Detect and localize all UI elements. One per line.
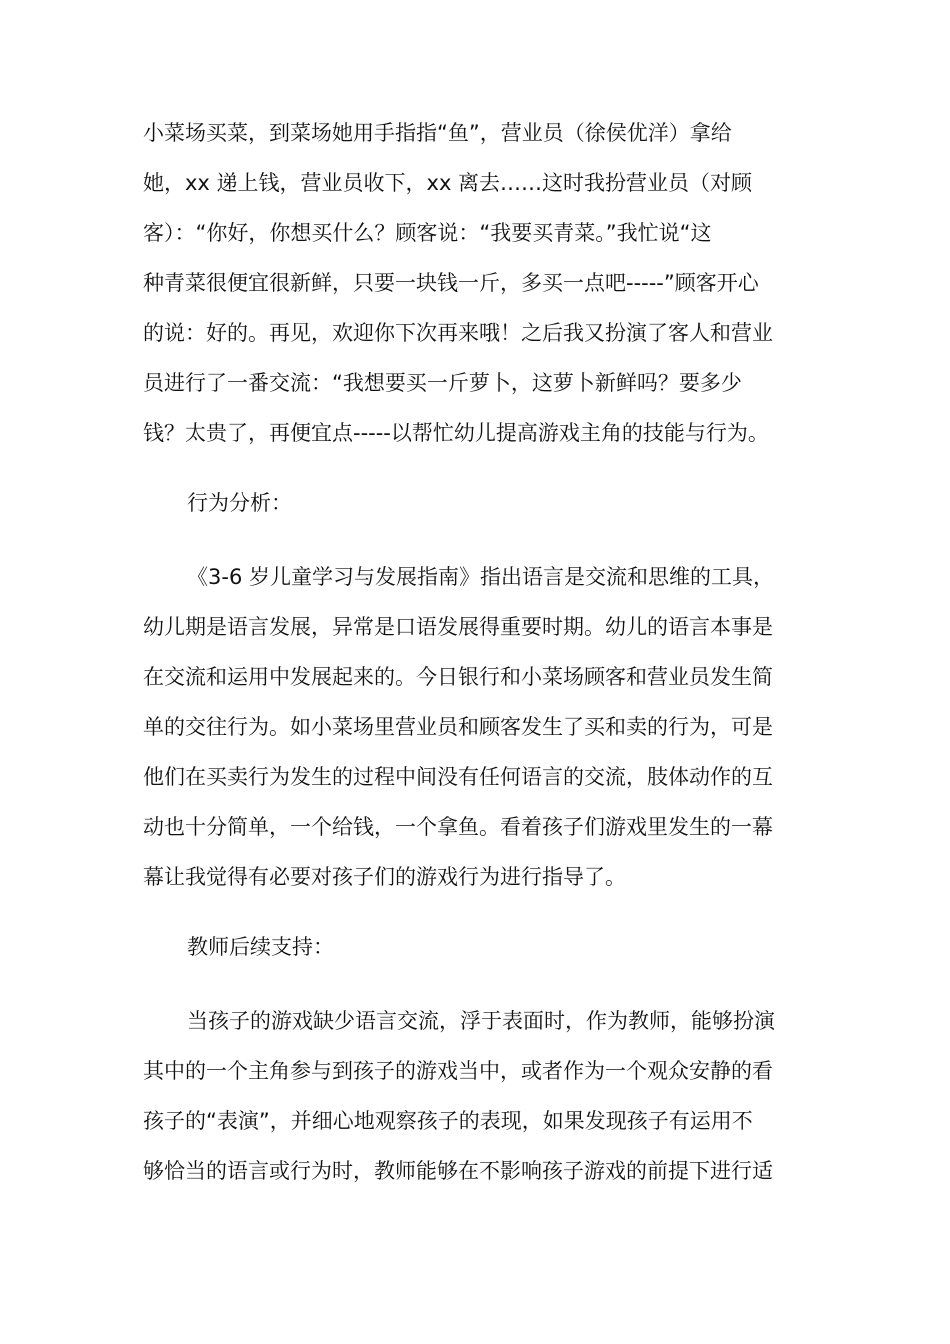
text-line: 在交流和运用中发展起来的。今日银行和小菜场顾客和营业员发生简 (143, 665, 773, 689)
text-line: 孩子的“表演”，并细心地观察孩子的表现，如果发现孩子有运用不 (143, 1109, 753, 1133)
section-heading: 教师后续支持： (187, 935, 334, 959)
text-line: 她，xx 递上钱，营业员收下，xx 离去……这时我扮营业员（对顾 (143, 171, 753, 195)
text-line: 幼儿期是语言发展，异常是口语发展得重要时期。幼儿的语言本事是 (143, 615, 773, 639)
section-heading-behavior-analysis (143, 478, 803, 528)
text-line: 种青菜很便宜很新鲜，只要一块钱一斤，多买一点吧-----”顾客开心 (143, 271, 759, 295)
text-line: 当孩子的游戏缺少语言交流，浮于表面时，作为教师，能够扮演 (187, 1009, 775, 1033)
text-line: 他们在买卖行为发生的过程中间没有任何语言的交流，肢体动作的互 (143, 765, 773, 789)
section-heading: 行为分析： (187, 491, 292, 515)
text-line: 幕让我觉得有必要对孩子们的游戏行为进行指导了。 (143, 865, 626, 889)
section-heading-teacher-support (143, 922, 803, 972)
text-line: 客）：“你好，你想买什么？顾客说：“我要买青菜。”我忙说“这 (143, 221, 712, 245)
text-line: 《3-6 岁儿童学习与发展指南》指出语言是交流和思维的工具， (187, 565, 774, 589)
paragraph-teacher-support (143, 996, 803, 1196)
paragraph-market-roleplay (143, 108, 803, 458)
text-line: 动也十分简单，一个给钱，一个拿鱼。看着孩子们游戏里发生的一幕 (143, 815, 773, 839)
paragraph-analysis (143, 552, 803, 902)
text-line: 钱？太贵了，再便宜点-----以帮忙幼儿提高游戏主角的技能与行为。 (143, 421, 769, 445)
text-line: 员进行了一番交流：“我想要买一斤萝卜，这萝卜新鲜吗？要多少 (143, 371, 742, 395)
text-line: 够恰当的语言或行为时，教师能够在不影响孩子游戏的前提下进行适 (143, 1159, 773, 1183)
text-line: 其中的一个主角参与到孩子的游戏当中，或者作为一个观众安静的看 (143, 1059, 773, 1083)
text-line: 单的交往行为。如小菜场里营业员和顾客发生了买和卖的行为，可是 (143, 715, 773, 739)
text-line: 的说：好的。再见，欢迎你下次再来哦！之后我又扮演了客人和营业 (143, 321, 773, 345)
text-line: 小菜场买菜，到菜场她用手指指“鱼”，营业员（徐侯优洋）拿给 (143, 121, 732, 145)
